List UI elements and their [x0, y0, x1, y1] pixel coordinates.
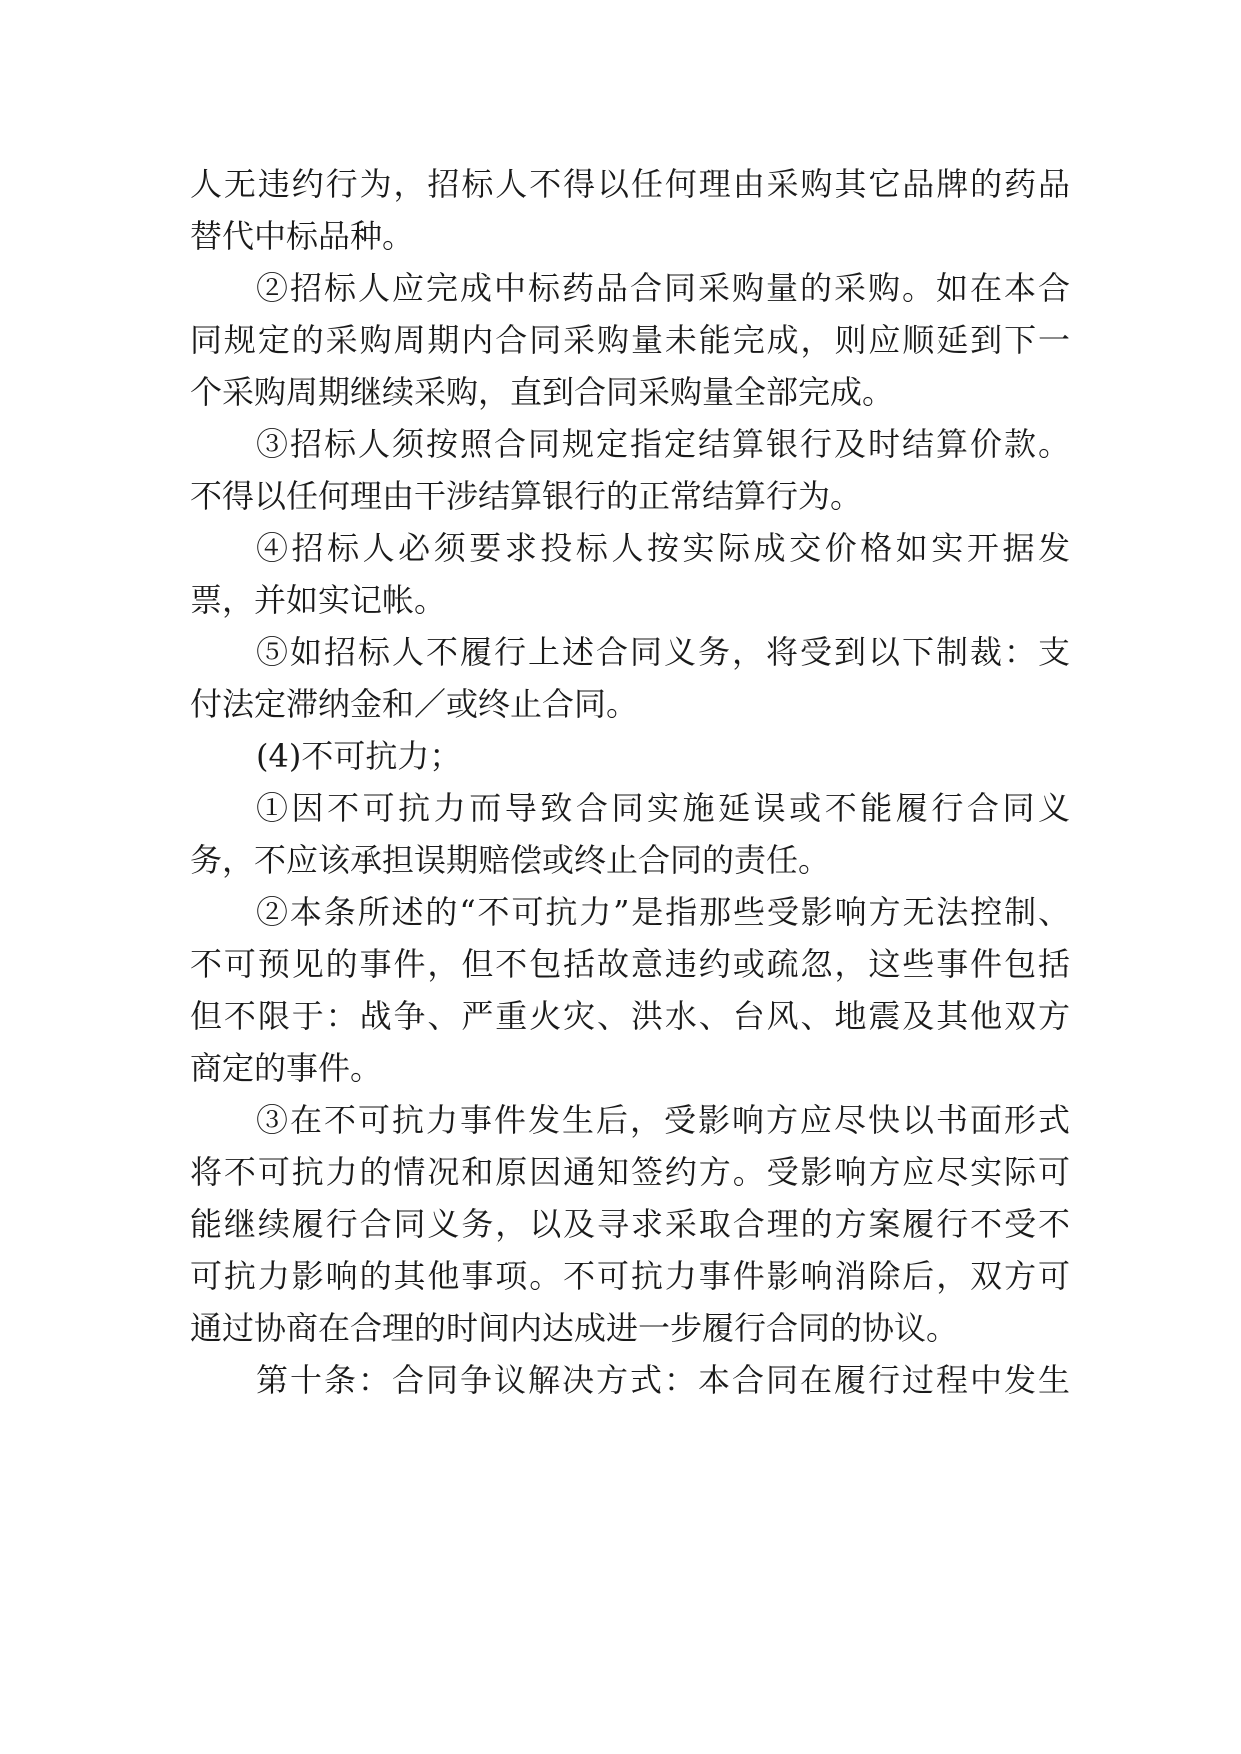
text-line: 商定的事件。: [190, 1049, 383, 1087]
text-line: 票，并如实记帐。: [190, 581, 447, 619]
text-line: 但不限于：战争、严重火灾、洪水、台风、地震及其他双方: [190, 997, 1070, 1035]
text-line: ①因不可抗力而导致合同实施延误或不能履行合同义: [256, 789, 1070, 827]
text-line: ②招标人应完成中标药品合同采购量的采购。如在本合: [256, 269, 1070, 307]
text-line: ③在不可抗力事件发生后，受影响方应尽快以书面形式: [256, 1101, 1070, 1139]
text-line: 将不可抗力的情况和原因通知签约方。受影响方应尽实际可: [190, 1153, 1070, 1191]
text-line: 替代中标品种。: [190, 217, 415, 255]
text-line: 不可预见的事件，但不包括故意违约或疏忽，这些事件包括: [190, 945, 1070, 983]
text-line: 务，不应该承担误期赔偿或终止合同的责任。: [190, 841, 831, 879]
text-line: 同规定的采购周期内合同采购量未能完成，则应顺延到下一: [190, 321, 1070, 359]
text-line: 能继续履行合同义务，以及寻求采取合理的方案履行不受不: [190, 1205, 1070, 1243]
text-line: 付法定滞纳金和／或终止合同。: [190, 685, 639, 723]
text-line: 通过协商在合理的时间内达成进一步履行合同的协议。: [190, 1309, 959, 1347]
text-line: ②本条所述的“不可抗力”是指那些受影响方无法控制、: [256, 893, 1070, 931]
text-line: 个采购周期继续采购，直到合同采购量全部完成。: [190, 373, 895, 411]
text-line: 不得以任何理由干涉结算银行的正常结算行为。: [190, 477, 863, 515]
text-line: ⑤如招标人不履行上述合同义务，将受到以下制裁：支: [256, 633, 1070, 671]
text-line: ③招标人须按照合同规定指定结算银行及时结算价款。: [256, 425, 1070, 463]
text-line: ④招标人必须要求投标人按实际成交价格如实开据发: [256, 529, 1070, 567]
section-heading: (4)不可抗力；: [256, 737, 462, 775]
text-line: 可抗力影响的其他事项。不可抗力事件影响消除后，双方可: [190, 1257, 1070, 1295]
text-line: 人无违约行为，招标人不得以任何理由采购其它品牌的药品: [190, 165, 1070, 203]
article-heading-line: 第十条：合同争议解决方式：本合同在履行过程中发生: [256, 1361, 1070, 1399]
